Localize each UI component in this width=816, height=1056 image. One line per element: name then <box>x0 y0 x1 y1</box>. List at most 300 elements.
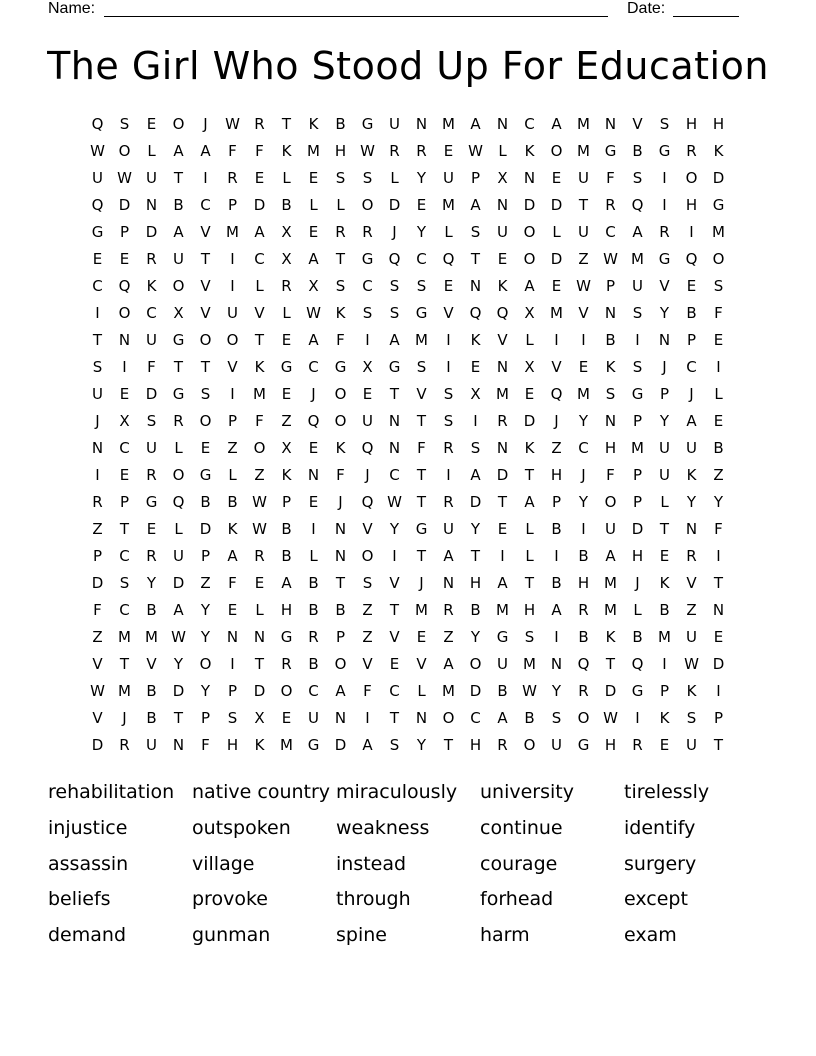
grid-letter: S <box>362 169 373 187</box>
grid-letter: M <box>550 304 563 322</box>
grid-letter: P <box>470 169 481 187</box>
grid-letter: Q <box>388 250 401 268</box>
grid-letter: S <box>362 304 373 322</box>
grid-letter: F <box>228 574 237 592</box>
grid-letter: C <box>119 601 130 619</box>
grid-letter: M <box>658 628 671 646</box>
grid-letter: Z <box>281 412 292 430</box>
grid-letter: T <box>335 574 346 592</box>
grid-letter: R <box>119 736 130 754</box>
grid-letter: D <box>334 736 347 754</box>
grid-letter: R <box>227 169 238 187</box>
grid-letter: T <box>173 358 184 376</box>
grid-letter: B <box>281 547 292 565</box>
grid-letter: E <box>308 169 319 187</box>
grid-letter: B <box>281 520 292 538</box>
grid-letter: B <box>227 493 238 511</box>
word-list-item: rehabilitation <box>48 781 175 803</box>
grid-letter: I <box>95 466 100 484</box>
grid-letter: I <box>473 412 478 430</box>
grid-letter: T <box>389 601 400 619</box>
grid-letter: M <box>253 385 266 403</box>
grid-letter: C <box>416 250 427 268</box>
grid-letter: Y <box>659 412 670 430</box>
grid-letter: N <box>172 736 185 754</box>
grid-letter: E <box>416 196 427 214</box>
grid-letter: E <box>92 250 103 268</box>
grid-letter: Y <box>713 493 724 511</box>
grid-letter: C <box>119 547 130 565</box>
grid-letter: M <box>523 655 536 673</box>
grid-letter: E <box>308 493 319 511</box>
grid-letter: G <box>604 142 617 160</box>
grid-letter: G <box>334 358 347 376</box>
grid-letter: Q <box>307 412 320 430</box>
grid-letter: V <box>551 358 562 376</box>
grid-letter: B <box>632 142 643 160</box>
grid-letter: G <box>172 385 185 403</box>
grid-letter: H <box>280 601 293 619</box>
grid-letter: X <box>281 223 292 241</box>
grid-letter: Z <box>686 601 697 619</box>
word-list-item: exam <box>624 924 677 947</box>
grid-letter: N <box>604 412 617 430</box>
grid-letter: G <box>199 466 212 484</box>
grid-letter: R <box>416 142 427 160</box>
grid-letter: O <box>172 115 185 133</box>
grid-letter: K <box>470 331 481 349</box>
grid-letter: Y <box>200 601 211 619</box>
grid-letter: L <box>633 601 642 619</box>
grid-letter: A <box>551 601 562 619</box>
date-label: Date: <box>627 0 666 17</box>
grid-letter: I <box>554 547 559 565</box>
grid-letter: T <box>119 520 130 538</box>
grid-letter: W <box>684 655 699 673</box>
grid-letter: Y <box>659 304 670 322</box>
grid-letter: T <box>416 493 427 511</box>
grid-letter: A <box>497 574 508 592</box>
grid-letter: I <box>689 223 694 241</box>
grid-letter: G <box>496 628 509 646</box>
grid-letter: B <box>470 601 481 619</box>
grid-letter: C <box>470 709 481 727</box>
grid-letter: Q <box>469 304 482 322</box>
grid-letter: C <box>686 358 697 376</box>
grid-letter: T <box>524 466 535 484</box>
grid-letter: R <box>254 547 265 565</box>
word-list <box>48 778 768 957</box>
grid-letter: D <box>496 466 509 484</box>
grid-letter: S <box>119 115 130 133</box>
grid-letter: W <box>603 709 618 727</box>
grid-letter: P <box>92 547 103 565</box>
grid-letter: T <box>578 196 589 214</box>
grid-letter: Q <box>118 277 131 295</box>
grid-letter: I <box>446 466 451 484</box>
grid-letter: W <box>360 142 375 160</box>
grid-letter: C <box>92 277 103 295</box>
grid-letter: D <box>604 682 617 700</box>
grid-letter: S <box>632 169 643 187</box>
grid-letter: I <box>581 520 586 538</box>
grid-letter: H <box>469 736 482 754</box>
grid-letter: J <box>635 574 640 592</box>
grid-letter: H <box>226 736 239 754</box>
grid-letter: U <box>605 520 616 538</box>
grid-letter: G <box>361 115 374 133</box>
date-field-line <box>673 16 739 17</box>
grid-letter: E <box>362 385 373 403</box>
grid-letter: K <box>254 358 265 376</box>
grid-letter: O <box>199 331 212 349</box>
grid-letter: A <box>686 412 697 430</box>
grid-letter: C <box>605 223 616 241</box>
grid-letter: Z <box>362 601 373 619</box>
grid-letter: N <box>550 655 563 673</box>
grid-letter: Q <box>631 655 644 673</box>
grid-letter: M <box>415 601 428 619</box>
grid-letter: N <box>415 709 428 727</box>
letter-grid <box>84 111 732 759</box>
grid-letter: K <box>524 439 535 457</box>
grid-letter: O <box>172 277 185 295</box>
grid-letter: I <box>635 331 640 349</box>
grid-letter: M <box>442 682 455 700</box>
grid-letter: Y <box>416 223 427 241</box>
grid-letter: N <box>604 304 617 322</box>
grid-letter: L <box>282 304 291 322</box>
word-list-item: assassin <box>48 852 129 875</box>
name-label: Name: <box>48 0 96 17</box>
grid-letter: Y <box>416 169 427 187</box>
grid-letter: P <box>281 493 292 511</box>
grid-letter: E <box>443 277 454 295</box>
grid-letter: Q <box>631 196 644 214</box>
grid-letter: F <box>93 601 102 619</box>
grid-letter: W <box>603 250 618 268</box>
grid-letter: B <box>146 601 157 619</box>
grid-letter: X <box>524 358 535 376</box>
grid-letter: W <box>252 493 267 511</box>
grid-letter: S <box>416 277 427 295</box>
grid-letter: P <box>119 223 130 241</box>
grid-letter: A <box>173 601 184 619</box>
grid-letter: Z <box>227 439 238 457</box>
grid-letter: S <box>470 439 481 457</box>
grid-letter: C <box>524 115 535 133</box>
grid-letter: T <box>335 250 346 268</box>
grid-letter: M <box>577 115 590 133</box>
grid-letter: B <box>335 601 346 619</box>
grid-letter: A <box>389 331 400 349</box>
grid-letter: J <box>311 385 316 403</box>
grid-letter: B <box>524 709 535 727</box>
grid-letter: I <box>230 385 235 403</box>
grid-letter: V <box>443 304 454 322</box>
grid-letter: S <box>362 574 373 592</box>
grid-letter: U <box>173 250 184 268</box>
grid-letter: Z <box>362 628 373 646</box>
grid-letter: V <box>362 655 373 673</box>
grid-letter: L <box>444 223 453 241</box>
grid-letter: V <box>200 223 211 241</box>
grid-letter: D <box>253 196 266 214</box>
grid-letter: I <box>554 628 559 646</box>
grid-letter: Z <box>578 250 589 268</box>
grid-letter: I <box>230 655 235 673</box>
word-list-item: harm <box>480 924 530 947</box>
grid-letter: A <box>254 223 265 241</box>
grid-letter: R <box>146 547 157 565</box>
grid-letter: E <box>497 250 508 268</box>
grid-letter: D <box>550 196 563 214</box>
grid-letter: E <box>497 520 508 538</box>
grid-letter: D <box>523 412 536 430</box>
grid-letter: B <box>578 547 589 565</box>
grid-letter: Y <box>578 493 589 511</box>
grid-letter: M <box>307 142 320 160</box>
word-list-item: identify <box>624 816 696 839</box>
grid-letter: P <box>119 493 130 511</box>
grid-letter: S <box>389 304 400 322</box>
grid-letter: S <box>632 358 643 376</box>
grid-letter: C <box>119 439 130 457</box>
grid-letter: V <box>362 520 373 538</box>
grid-letter: Y <box>146 574 157 592</box>
grid-letter: E <box>254 574 265 592</box>
grid-letter: G <box>415 520 428 538</box>
grid-letter: T <box>470 547 481 565</box>
grid-letter: J <box>338 493 343 511</box>
grid-letter: B <box>551 520 562 538</box>
grid-letter: Q <box>361 493 374 511</box>
grid-letter: O <box>361 196 374 214</box>
grid-letter: P <box>335 628 346 646</box>
grid-letter: T <box>92 331 103 349</box>
grid-letter: F <box>336 331 345 349</box>
grid-letter: V <box>686 574 697 592</box>
grid-letter: A <box>335 682 346 700</box>
grid-letter: U <box>227 304 238 322</box>
grid-letter: G <box>658 142 671 160</box>
word-list-item: through <box>336 888 411 911</box>
grid-letter: I <box>365 709 370 727</box>
word-list-item: provoke <box>192 888 268 911</box>
grid-letter: E <box>119 385 130 403</box>
grid-letter: B <box>146 682 157 700</box>
grid-letter: V <box>416 385 427 403</box>
grid-letter: Y <box>470 520 481 538</box>
grid-letter: E <box>281 331 292 349</box>
grid-letter: K <box>659 574 670 592</box>
grid-letter: B <box>686 304 697 322</box>
grid-letter: U <box>92 169 103 187</box>
grid-letter: G <box>631 682 644 700</box>
grid-letter: Y <box>200 682 211 700</box>
grid-letter: D <box>712 169 725 187</box>
grid-letter: U <box>146 439 157 457</box>
grid-letter: W <box>306 304 321 322</box>
grid-letter: P <box>227 412 238 430</box>
grid-letter: B <box>308 601 319 619</box>
grid-letter: R <box>308 628 319 646</box>
grid-letter: O <box>334 655 347 673</box>
grid-letter: D <box>388 196 401 214</box>
grid-letter: N <box>334 709 347 727</box>
grid-letter: R <box>497 736 508 754</box>
grid-letter: D <box>469 493 482 511</box>
grid-letter: O <box>469 655 482 673</box>
grid-letter: P <box>551 493 562 511</box>
grid-letter: S <box>335 277 346 295</box>
grid-letter: S <box>470 223 481 241</box>
grid-letter: I <box>581 331 586 349</box>
grid-letter: K <box>713 142 724 160</box>
grid-letter: X <box>173 304 184 322</box>
grid-letter: X <box>119 412 130 430</box>
grid-letter: Z <box>443 628 454 646</box>
grid-letter: N <box>496 358 509 376</box>
word-list-item: spine <box>336 924 387 947</box>
grid-letter: L <box>255 601 264 619</box>
grid-letter: F <box>147 358 156 376</box>
grid-letter: Q <box>91 115 104 133</box>
grid-letter: X <box>281 250 292 268</box>
grid-letter: H <box>712 115 725 133</box>
grid-letter: E <box>281 709 292 727</box>
grid-letter: E <box>713 331 724 349</box>
grid-letter: R <box>443 493 454 511</box>
grid-letter: E <box>443 142 454 160</box>
grid-letter: L <box>309 196 318 214</box>
grid-letter: B <box>551 574 562 592</box>
grid-letter: I <box>122 358 127 376</box>
grid-letter: H <box>577 574 590 592</box>
grid-letter: B <box>335 115 346 133</box>
grid-letter: T <box>713 736 724 754</box>
grid-letter: U <box>308 709 319 727</box>
grid-letter: U <box>632 277 643 295</box>
grid-letter: L <box>282 169 291 187</box>
grid-letter: O <box>253 439 266 457</box>
grid-letter: I <box>95 304 100 322</box>
grid-letter: N <box>712 601 725 619</box>
grid-letter: H <box>604 439 617 457</box>
grid-letter: S <box>119 574 130 592</box>
grid-letter: P <box>659 682 670 700</box>
grid-letter: E <box>308 223 319 241</box>
grid-letter: O <box>550 142 563 160</box>
grid-letter: V <box>389 628 400 646</box>
grid-letter: N <box>658 331 671 349</box>
grid-letter: A <box>173 223 184 241</box>
word-list-item: continue <box>480 816 563 839</box>
grid-letter: N <box>685 520 698 538</box>
grid-letter: L <box>390 169 399 187</box>
grid-letter: J <box>689 385 694 403</box>
grid-letter: R <box>443 439 454 457</box>
grid-letter: E <box>578 358 589 376</box>
grid-letter: U <box>578 223 589 241</box>
grid-letter: B <box>308 655 319 673</box>
grid-letter: C <box>362 277 373 295</box>
grid-letter: M <box>415 331 428 349</box>
grid-letter: Z <box>713 466 724 484</box>
grid-letter: S <box>713 277 724 295</box>
grid-letter: K <box>686 466 697 484</box>
grid-letter: J <box>122 709 127 727</box>
grid-letter: B <box>659 601 670 619</box>
grid-letter: M <box>118 628 131 646</box>
grid-letter: J <box>203 115 208 133</box>
grid-letter: J <box>581 466 586 484</box>
grid-letter: P <box>632 412 643 430</box>
grid-letter: Y <box>200 628 211 646</box>
grid-letter: T <box>659 520 670 538</box>
grid-letter: C <box>389 682 400 700</box>
grid-letter: I <box>230 277 235 295</box>
grid-letter: G <box>91 223 104 241</box>
grid-letter: A <box>308 250 319 268</box>
grid-letter: D <box>712 655 725 673</box>
grid-letter: E <box>254 169 265 187</box>
grid-letter: F <box>336 466 345 484</box>
grid-letter: P <box>227 196 238 214</box>
grid-letter: O <box>523 736 536 754</box>
grid-letter: E <box>389 655 400 673</box>
grid-letter: E <box>659 736 670 754</box>
grid-letter: B <box>713 439 724 457</box>
grid-letter: E <box>713 628 724 646</box>
grid-letter: F <box>363 682 372 700</box>
grid-letter: A <box>497 709 508 727</box>
grid-letter: Y <box>416 736 427 754</box>
grid-letter: A <box>632 223 643 241</box>
grid-letter: V <box>146 655 157 673</box>
word-list-item: demand <box>48 924 127 947</box>
grid-letter: T <box>470 250 481 268</box>
grid-letter: E <box>146 115 157 133</box>
grid-letter: T <box>416 466 427 484</box>
grid-letter: O <box>226 331 239 349</box>
grid-letter: I <box>716 358 721 376</box>
grid-letter: T <box>524 574 535 592</box>
grid-letter: A <box>200 142 211 160</box>
grid-letter: Z <box>92 628 103 646</box>
grid-letter: L <box>525 520 534 538</box>
grid-letter: G <box>280 358 293 376</box>
grid-letter: N <box>307 466 320 484</box>
grid-letter: V <box>92 655 103 673</box>
word-list-item: courage <box>480 852 558 875</box>
grid-letter: Z <box>200 574 211 592</box>
word-list-item: surgery <box>624 852 697 875</box>
grid-letter: G <box>307 736 320 754</box>
grid-letter: S <box>146 412 157 430</box>
grid-letter: I <box>446 331 451 349</box>
grid-letter: V <box>659 277 670 295</box>
grid-letter: G <box>577 736 590 754</box>
grid-letter: P <box>713 709 724 727</box>
grid-letter: H <box>631 547 644 565</box>
grid-letter: X <box>308 277 319 295</box>
grid-letter: A <box>308 331 319 349</box>
grid-letter: L <box>714 385 723 403</box>
grid-letter: E <box>524 385 535 403</box>
grid-letter: R <box>389 142 400 160</box>
grid-letter: J <box>662 358 667 376</box>
